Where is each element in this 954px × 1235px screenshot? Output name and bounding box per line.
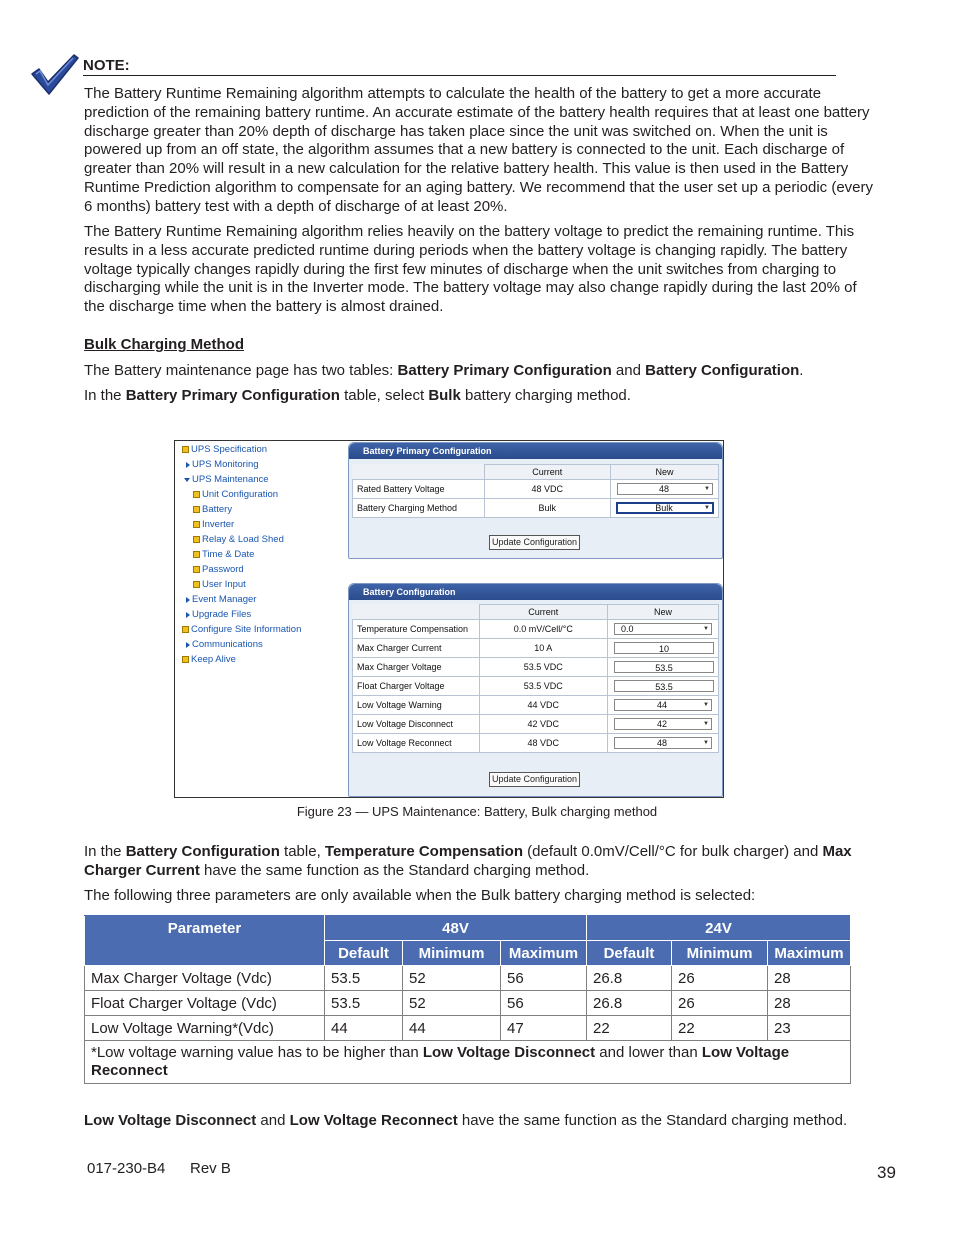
nav-item-upgrade-files[interactable]: Upgrade Files: [186, 609, 251, 620]
dropdown-arrow-icon: ▼: [703, 721, 709, 727]
row-label: Low Voltage Warning: [353, 696, 480, 715]
square-icon: [193, 551, 200, 558]
square-icon: [182, 626, 189, 633]
cell: 56: [501, 966, 587, 991]
col-new: New: [611, 465, 719, 480]
cell: 26.8: [587, 966, 672, 991]
row-current: 0.0 mV/Cell/°C: [479, 620, 607, 639]
parameter-table: [84, 915, 851, 1084]
cell: 53.5: [325, 991, 403, 1016]
cell: 47: [501, 1016, 587, 1041]
nav-item-battery[interactable]: Battery: [193, 504, 232, 515]
table-row: [353, 499, 719, 518]
row-label: Float Charger Voltage: [353, 677, 480, 696]
square-icon: [193, 536, 200, 543]
table-row: [85, 966, 851, 991]
page-number: 39: [877, 1163, 896, 1182]
table-row: [353, 734, 719, 753]
note-title: NOTE:: [83, 57, 130, 74]
update-configuration-button[interactable]: Update Configuration: [489, 535, 580, 550]
row-current: 42 VDC: [479, 715, 607, 734]
float-charger-voltage-input[interactable]: 53.5: [614, 680, 714, 692]
low-voltage-reconnect-select[interactable]: 48 ▼: [614, 737, 712, 749]
note-paragraph-1: The Battery Runtime Remaining algorithm attempts to calculate the health of the battery to get a more accurate prediction of the remaining battery runtime. An accurate estimate of the battery health requires that at least one battery discharge greater than 20% depth of discharge has taken place since the unit was switched on. When the unit is powered up from an off state, the algorithm assumes that a new battery is connected to the unit. Each discharge of greater than 20% will result in a new calculation for the relative battery health. This value is then used in the Battery Runtime Prediction algorithm to compensate for an aging battery. We recommend that the user set up a periodic (every 6 months) battery test with a depth of discharge of at least 20%.: [84, 85, 874, 215]
row-label: Rated Battery Voltage: [353, 480, 485, 499]
col-maximum-48: Maximum: [501, 941, 587, 966]
row-label: Low Voltage Disconnect: [353, 715, 480, 734]
nav-item-event-manager[interactable]: Event Manager: [186, 594, 256, 605]
table-row: [353, 639, 719, 658]
nav-item-time-date[interactable]: Time & Date: [193, 549, 254, 560]
cell: 26: [672, 991, 768, 1016]
row-label: Low Voltage Reconnect: [353, 734, 480, 753]
table-row: [353, 480, 719, 499]
low-voltage-warning-select[interactable]: 44 ▼: [614, 699, 712, 711]
cell: 26.8: [587, 991, 672, 1016]
square-icon: [193, 491, 200, 498]
param-name: Max Charger Voltage (Vdc): [85, 966, 325, 991]
triangle-right-icon: [186, 462, 190, 468]
table-header-row: [353, 465, 719, 480]
bulk-paragraph-2: In the Battery Primary Configuration table, select Bulk battery charging method.: [84, 387, 631, 404]
square-icon: [193, 506, 200, 513]
cell: 44: [403, 1016, 501, 1041]
low-voltage-paragraph: Low Voltage Disconnect and Low Voltage Reconnect have the same function as the Standard charging method.: [84, 1112, 848, 1129]
triangle-right-icon: [186, 612, 190, 618]
cell: 28: [768, 966, 851, 991]
triangle-right-icon: [186, 642, 190, 648]
dropdown-arrow-icon: ▼: [703, 702, 709, 708]
col-24v: 24V: [587, 916, 851, 941]
table-row: [85, 1016, 851, 1041]
table-footnote: *Low voltage warning value has to be higher than Low Voltage Disconnect and lower than Low Voltage Reconnect: [85, 1041, 851, 1084]
max-charger-current-input[interactable]: 10: [614, 642, 714, 654]
row-label: Temperature Compensation: [353, 620, 480, 639]
row-label: Max Charger Current: [353, 639, 480, 658]
bulk-charging-heading: Bulk Charging Method: [84, 336, 244, 353]
battery-primary-configuration-panel: [348, 442, 723, 559]
ups-maintenance-screenshot: [174, 440, 724, 798]
document-id: 017-230-B4: [87, 1160, 166, 1177]
cell: 56: [501, 991, 587, 1016]
nav-item-ups-maintenance[interactable]: UPS Maintenance: [184, 474, 269, 485]
row-label: Max Charger Voltage: [353, 658, 480, 677]
square-icon: [182, 446, 189, 453]
cell: 26: [672, 966, 768, 991]
nav-item-communications[interactable]: Communications: [186, 639, 263, 650]
note-paragraph-2: The Battery Runtime Remaining algorithm relies heavily on the battery voltage to predict the remaining runtime. This results in a less accurate predicted runtime during periods when the battery voltage is changing rapidly. The battery voltage typically changes rapidly during the first few minutes of discharge when the unit switches from charging to discharging while the unit is in the Inverter mode. The battery voltage may also change rapidly during the last 20% of the discharge time when the battery is almost drained.: [84, 223, 857, 316]
param-name: Low Voltage Warning*(Vdc): [85, 1016, 325, 1041]
rated-voltage-select[interactable]: 48 ▼: [617, 483, 713, 495]
col-default-24: Default: [587, 941, 672, 966]
revision: Rev B: [190, 1160, 231, 1177]
cell: 22: [672, 1016, 768, 1041]
table-row: [353, 677, 719, 696]
nav-item-ups-monitoring[interactable]: UPS Monitoring: [186, 459, 259, 470]
col-current: Current: [484, 465, 610, 480]
cell: 52: [403, 991, 501, 1016]
square-icon: [182, 656, 189, 663]
panel-title: Battery Configuration: [349, 584, 722, 600]
temp-compensation-select[interactable]: 0.0 ▼: [614, 623, 712, 635]
triangle-down-icon: [184, 478, 190, 482]
max-charger-voltage-input[interactable]: 53.5: [614, 661, 714, 673]
col-minimum-24: Minimum: [672, 941, 768, 966]
bulk-paragraph-1: The Battery maintenance page has two tables: Battery Primary Configuration and Battery Configuration.: [84, 362, 804, 379]
col-48v: 48V: [325, 916, 587, 941]
note-divider: [83, 75, 836, 76]
row-current: 44 VDC: [479, 696, 607, 715]
table-row: [85, 991, 851, 1016]
col-minimum-48: Minimum: [403, 941, 501, 966]
cell: 44: [325, 1016, 403, 1041]
table-row: [353, 715, 719, 734]
nav-item-relay-load-shed[interactable]: Relay & Load Shed: [193, 534, 284, 545]
low-voltage-disconnect-select[interactable]: 42 ▼: [614, 718, 712, 730]
table-note-row: [85, 1041, 851, 1084]
table-header-row: [353, 605, 719, 620]
config-paragraph-2: The following three parameters are only available when the Bulk battery charging method is selected:: [84, 887, 756, 904]
cell: 53.5: [325, 966, 403, 991]
cell: 22: [587, 1016, 672, 1041]
row-current: 10 A: [479, 639, 607, 658]
col-new: New: [608, 605, 719, 620]
checkmark-icon: [30, 52, 80, 96]
battery-configuration-panel: [348, 583, 723, 797]
cell: 52: [403, 966, 501, 991]
row-current: 48 VDC: [484, 480, 610, 499]
nav-item-inverter[interactable]: Inverter: [193, 519, 234, 530]
square-icon: [193, 566, 200, 573]
square-icon: [193, 521, 200, 528]
dropdown-arrow-icon: ▼: [704, 505, 710, 511]
row-label: Battery Charging Method: [353, 499, 485, 518]
row-current: 53.5 VDC: [479, 658, 607, 677]
nav-item-keep-alive[interactable]: Keep Alive: [182, 654, 236, 665]
nav-item-ups-specification[interactable]: UPS Specification: [182, 444, 267, 455]
update-configuration-button[interactable]: Update Configuration: [489, 772, 580, 787]
dropdown-arrow-icon: ▼: [703, 740, 709, 746]
battery-config-table: [352, 604, 719, 753]
col-parameter: Parameter: [85, 916, 325, 966]
figure-caption: Figure 23 — UPS Maintenance: Battery, Bulk charging method: [296, 804, 658, 819]
row-current: 53.5 VDC: [479, 677, 607, 696]
table-row: [353, 658, 719, 677]
nav-item-password[interactable]: Password: [193, 564, 244, 575]
table-row: [353, 620, 719, 639]
table-row: [353, 696, 719, 715]
primary-config-table: [352, 464, 719, 518]
config-paragraph-1: In the Battery Configuration table, Temperature Compensation (default 0.0mV/Cell/°C for bulk charger) and Max Charger Current have the same function as the Standard charging method.: [84, 843, 852, 879]
col-default-48: Default: [325, 941, 403, 966]
nav-item-unit-configuration[interactable]: Unit Configuration: [193, 489, 278, 500]
col-current: Current: [479, 605, 607, 620]
table-header-row: [85, 916, 851, 941]
square-icon: [193, 581, 200, 588]
row-current: 48 VDC: [479, 734, 607, 753]
param-name: Float Charger Voltage (Vdc): [85, 991, 325, 1016]
nav-item-user-input[interactable]: User Input: [193, 579, 246, 590]
nav-item-configure-site-information[interactable]: Configure Site Information: [182, 624, 301, 635]
triangle-right-icon: [186, 597, 190, 603]
charging-method-select[interactable]: Bulk ▼: [616, 502, 714, 514]
dropdown-arrow-icon: ▼: [703, 626, 709, 632]
panel-title: Battery Primary Configuration: [349, 443, 722, 459]
row-current: Bulk: [484, 499, 610, 518]
cell: 28: [768, 991, 851, 1016]
col-maximum-24: Maximum: [768, 941, 851, 966]
cell: 23: [768, 1016, 851, 1041]
dropdown-arrow-icon: ▼: [704, 486, 710, 492]
